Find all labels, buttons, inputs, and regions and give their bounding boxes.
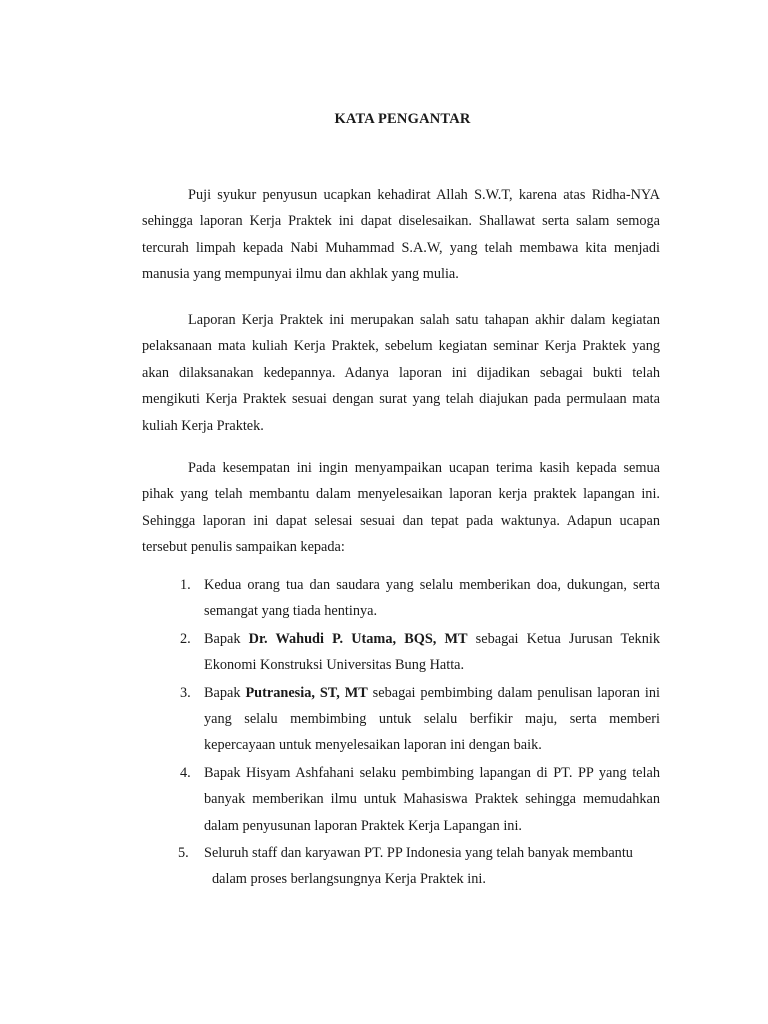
list-item-prefix: Bapak [204, 630, 249, 647]
list-item-number: 5. [178, 845, 189, 862]
acknowledgement-list [142, 572, 660, 894]
list-item [142, 680, 660, 759]
list-item-text [204, 685, 660, 754]
list-item-name: Putranesia, ST, MT [245, 684, 368, 701]
list-item-description: sebagai Ketua Jurusan Teknik Ekonomi Konstruksi Universitas Bung Hatta. [204, 630, 660, 674]
paragraph-3: Pada kesempatan ini ingin menyampaikan ucapan terima kasih kepada semua pihak yang telah membantu dalam menyelesaikan laporan kerja praktek lapangan ini. Sehingga laporan ini dapat selesai sesuai dan tepat pada waktunya. Adapun ucapan tersebut penulis sampaikan kepada: [142, 460, 660, 556]
list-item-text [204, 845, 660, 893]
list-item [142, 572, 660, 625]
list-item-number: 2. [180, 630, 191, 647]
list-item [142, 760, 660, 839]
list-item-description: sebagai pembimbing dalam penulisan laporan ini yang selalu membimbing untuk selalu berfikir maju, serta memberi kepercayaan untuk menyelesaikan laporan ini dengan baik. [204, 684, 660, 754]
list-item-number: 4. [180, 764, 191, 781]
list-item-text [204, 631, 660, 673]
list-item [142, 626, 660, 679]
paragraph-1: Puji syukur penyusun ucapkan kehadirat Allah S.W.T, karena atas Ridha-NYA sehingga laporan Kerja Praktek ini dapat diselesaikan. Shallawat serta salam semoga tercurah limpah kepada Nabi Muhammad S.A.W, yang telah membawa kita menjadi manusia yang mempunyai ilmu dan akhlak yang mulia. [142, 187, 660, 283]
paragraph-2: Laporan Kerja Praktek ini merupakan salah satu tahapan akhir dalam kegiatan pelaksanaan mata kuliah Kerja Praktek, sebelum kegiatan seminar Kerja Praktek yang akan dilaksanakan kedepannya. Adanya laporan ini dijadikan sebagai bukti telah mengikuti Kerja Praktek sesuai dengan surat yang telah diajukan pada permulaan mata kuliah Kerja Praktek. [142, 312, 660, 434]
list-item-number: 1. [180, 577, 191, 593]
document-title: KATA PENGANTAR [334, 111, 471, 127]
list-item-text: Kedua orang tua dan saudara yang selalu memberikan doa, dukungan, serta semangat yang tiada hentinya. [204, 577, 660, 620]
list-item-line: Seluruh staff dan karyawan PT. PP Indonesia yang telah banyak membantu [204, 845, 633, 862]
list-item-name: Dr. Wahudi P. Utama, BQS, MT [248, 630, 468, 647]
list-item-number: 3. [180, 684, 191, 701]
list-item-prefix: Bapak [204, 684, 246, 701]
list-item [142, 840, 660, 893]
list-item-text: Bapak Hisyam Ashfahani selaku pembimbing lapangan di PT. PP yang telah banyak memberikan ilmu untuk Mahasiswa Praktek sehingga memudahkan dalam penyusunan laporan Praktek Kerja Lapangan ini. [204, 764, 660, 834]
list-item-continuation: dalam proses berlangsungnya Kerja Praktek ini. [212, 871, 486, 888]
